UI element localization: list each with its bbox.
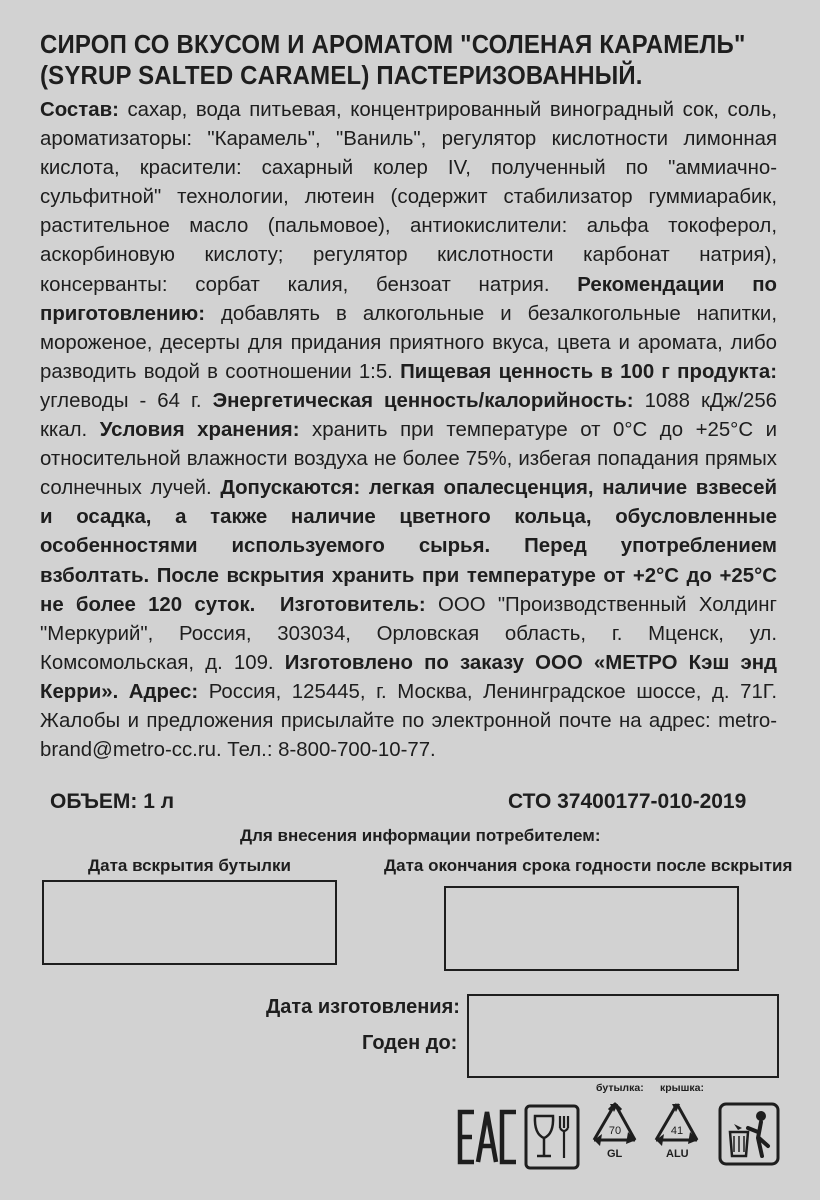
energy-text: 1088 кДж/256 ккал. — [40, 389, 778, 442]
cap-recycle-code: 41 — [670, 1125, 684, 1137]
standard-code: СТО 37400177-010-2019 — [508, 790, 747, 813]
bottle-recycle-code: 70 — [608, 1125, 622, 1137]
nutrition-text: углеводы - 64 г. — [40, 389, 213, 412]
order-label: Изготовлено по заказу ООО «МЕТРО Кэш энд Керри». Адрес: — [40, 651, 777, 703]
consumer-note: Для внесения информации потребителем: — [240, 826, 601, 845]
volume-text: ОБЪЕМ: 1 л — [50, 790, 175, 813]
tidyman-bin-icon — [718, 1102, 780, 1166]
product-title — [40, 30, 754, 92]
bottle-caption: бутылка: — [596, 1082, 644, 1094]
allowed-conditions: Допускаются: легкая опалесценция, наличие взвесей и осадка, а также наличие цветного кольца, обусловленные особенностями используемого сырья. Перед употреблением взболтать. После вскрытия хранить при температуре от +2°С до +25°С не более 120 суток. — [40, 477, 777, 616]
storage-text: хранить при температуре от 0°С до +25°С и относительной влажности воздуха не более 75%, избегая попадания прямых солнечных лучей. — [40, 419, 777, 500]
open-date-label: Дата вскрытия бутылки — [88, 856, 291, 875]
composition-label: Состав: — [40, 99, 119, 121]
energy-label: Энергетическая ценность/калорийность: — [212, 389, 634, 412]
cap-caption: крышка: — [660, 1082, 704, 1094]
recycle-aluminium-icon — [652, 1102, 702, 1148]
cap-recycle-abbr: ALU — [666, 1148, 689, 1160]
open-date-box[interactable] — [42, 880, 337, 965]
expiry-date-box[interactable] — [444, 886, 739, 971]
manufacturer-label: Изготовитель: — [279, 593, 426, 616]
manufacture-date-label: Дата изготовления: — [266, 996, 460, 1018]
manufacture-date-box — [467, 994, 779, 1078]
order-text: Россия, 125445, г. Москва, Ленинградское шоссе, д. 71Г. Жалобы и предложения присылайте по электронной почте на адрес: metro-brand@metro-cc.ru. Тел.: 8-800-700-10-77. — [40, 680, 778, 762]
nutrition-label: Пищевая ценность в 100 г продукта: — [400, 360, 777, 383]
bottle-recycle-abbr: GL — [607, 1148, 623, 1160]
composition-text: сахар, вода питьевая, концентрированный виноградный сок, соль, ароматизаторы: "Карамель", "Ваниль", регулятор кислотности лимонная кислота, красители: сахарный колер IV, полученный по "аммиачно-сульфитной" технологии, лютеин (содержит стабилизатор гуммиарабик, растительное масло (пальмовое), антиокислители: альфа токоферол, аскорбиновую кислоту; регулятор кислотности карбонат натрия), консерванты: сорбат калия, бензоат натрия. — [40, 99, 777, 296]
manufacturer-text: ООО "Производственный Холдинг "Меркурий", Россия, 303034, Орловская область, г. Мценск, ул. Комсомольская, д. 109. — [40, 593, 777, 674]
glass-fork-icon — [524, 1104, 580, 1170]
eac-mark-icon — [456, 1106, 520, 1168]
best-before-label: Годен до: — [362, 1032, 458, 1054]
recycle-glass-icon — [590, 1102, 640, 1148]
storage-label: Условия хранения: — [99, 419, 300, 442]
title-line-1: СИРОП СО ВКУСОМ И АРОМАТОМ "СОЛЕНАЯ КАРАМЕЛЬ" — [40, 31, 746, 59]
recommendations-text: добавлять в алкогольные и безалкогольные напитки, мороженое, десерты для придания приятного вкуса, цвета и аромата, либо разводить водой в соотношении 1:5. — [40, 302, 777, 383]
label-body-text — [40, 96, 777, 765]
certification-icons — [456, 1080, 796, 1180]
recommendations-label: Рекомендации по приготовлению: — [40, 273, 777, 325]
title-line-2: (SYRUP SALTED CARAMEL) ПАСТЕРИЗОВАННЫЙ. — [40, 62, 643, 90]
expiry-after-opening-label: Дата окончания срока годности после вскрытия — [384, 856, 793, 875]
